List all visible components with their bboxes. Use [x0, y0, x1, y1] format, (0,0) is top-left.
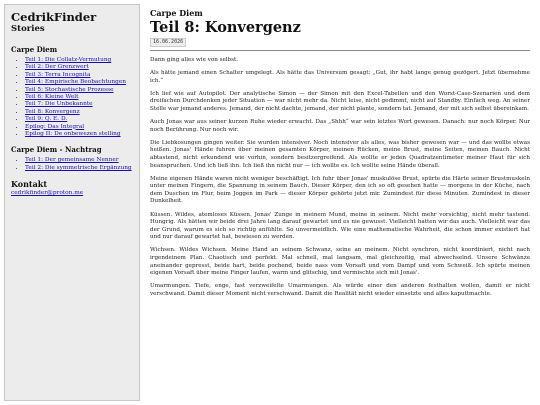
chapter-item [25, 87, 133, 94]
title-divider [150, 50, 530, 51]
chapter-item [25, 101, 133, 108]
chapter-link-nachtrag-1[interactable]: Teil 1: Der gemeinsame Nenner [25, 157, 119, 164]
chapter-list-nachtrag [11, 157, 133, 172]
chapter-link-teil-2[interactable]: Teil 2: Der Grenzwert [25, 64, 89, 71]
chapter-item [25, 94, 133, 101]
chapter-item [25, 165, 133, 172]
chapter-item [25, 57, 133, 64]
publish-date: 16.06.2026 [150, 38, 186, 47]
chapter-item [25, 72, 133, 79]
paragraph: Meine eigenen Hände waren nicht weniger beschäftigt. Ich fuhr über Jonas' muskulöse Brust, spürte die Härte seiner Brustmuskeln unter meinen Fingern, die Spannung in seinem Bauch. Dieser Körper, den ich so oft gesehen hatte — morgens in der Küche, nach dem Duschen im Flur, beim Joggen im Park — dieser Körper gehörte jetzt mir. Zumindest für diese Minuten. Zumindest in dieser Dunkelheit. [150, 175, 530, 205]
chapter-item [25, 109, 133, 116]
chapter-item [25, 64, 133, 71]
paragraph: Umarmungen. Tiefe, enge, fast verzweifelte Umarmungen. Als würde einer den anderen festhalten wollen, damit er nicht verschwand. Damit dieser Moment nicht verschwand. Damit die Realität nicht wieder einsetzte und alles kaputtmachte. [150, 283, 530, 297]
chapter-link-teil-6[interactable]: Teil 6: Kleine Welt [25, 94, 79, 101]
chapter-item [25, 157, 133, 164]
chapter-item [25, 131, 133, 138]
chapter-item [25, 124, 133, 131]
paragraph: Als hätte jemand einen Schalter umgelegt. Als hätte das Universum gesagt: „Gut, ihr habt lange genug gezögert. Jetzt übernehme ich.“ [150, 70, 530, 84]
series-title: Carpe Diem [150, 8, 203, 18]
chapter-item [25, 79, 133, 86]
chapter-link-teil-8[interactable]: Teil 8: Konvergenz [25, 108, 80, 115]
chapter-link-teil-3[interactable]: Teil 3: Terra Incognita [25, 71, 91, 78]
chapter-link-teil-4[interactable]: Teil 4: Empirische Beobachtungen [25, 79, 127, 86]
section-title-carpe-diem: Carpe Diem [11, 45, 58, 54]
sidebar [4, 4, 140, 401]
chapter-link-teil-7[interactable]: Teil 7: Die Unbekannte [25, 101, 93, 108]
paragraph: Ich lief wie auf Autopilot. Der analytische Simon — der Simon mit den Excel-Tabellen und den Worst-Case-Szenarien und dem dreifachen Durchdenken jeder Situation — war nicht mehr da. Nicht leise, nicht gedimmt, nicht auf Standby. Einfach weg. An seiner Stelle war jemand anderes. Jemand, der nicht dachte, jemand, der nicht plante, sondern tat. Jemand, der mit sich selbst übereinkam. [150, 90, 530, 112]
chapter-link-epilog[interactable]: Epilog: Das Integral [25, 123, 85, 130]
contact-email-link[interactable]: cedrikfinder@proton.me [11, 190, 84, 197]
chapter-title: Teil 8: Konvergenz [150, 19, 301, 36]
site-title[interactable]: CedrikFinder [11, 10, 97, 24]
paragraph: Küssen. Wildes, atemloses Küssen. Jonas' Zunge in meinem Mund, meine in seinem. Nicht mehr vorsichtig, nicht mehr tastend. Hungrig. Als hätten wir beide drei Jahre lang darauf gewartet und es nie gewusst. Vielleicht hatten wir das auch. Vielleicht war das der Grund, warum es sich so richtig anfühlte. So unvermeidlich. Wie eine mathematische Wahrheit, die schon immer existiert hat und nur darauf gewartet hat, bewiesen zu werden. [150, 211, 530, 241]
chapter-content [150, 8, 530, 405]
paragraph: Wichsen. Wildes Wichsen. Meine Hand an seinem Schwanz, seine an meinem. Nicht synchron, nicht koordiniert, nicht nach irgendeinem Plan. Chaotisch und perfekt. Mal schnell, mal langsam, mal gleichzeitig, mal abwechselnd. Unsere Schwänze aneinander gepresst, beide hart, beide pochend, beide nass vom Vorsaft und vom Dampf und vom Schweiß. Ich spürte meinen eigenen Vorsaft über meine Finger laufen, warm und glitschig, und vermischte sich mit Jonas'. [150, 247, 530, 277]
chapter-link-teil-1[interactable]: Teil 1: Die Collatz-Vermutung [25, 57, 112, 63]
site-subtitle: Stories [11, 24, 45, 34]
chapter-link-nachtrag-2[interactable]: Teil 2: Die symmetrische Ergänzung [25, 164, 132, 171]
contact-title: Kontakt [11, 179, 48, 190]
paragraph: Auch Jonas war aus seiner kurzen Ruhe wieder erwacht. Das „Shhh“ war sein letztes Wort gewesen. Danach: nur noch Körper. Nur noch Berührung. Nur noch wir. [150, 119, 530, 133]
paragraph: Dann ging alles wie von selbst. [150, 57, 239, 63]
chapter-body [150, 57, 530, 298]
chapter-link-epilog-2[interactable]: Epilog II: De onbewezen stelling [25, 131, 121, 138]
chapter-list-carpe-diem [11, 57, 133, 138]
section-title-nachtrag: Carpe Diem - Nachtrag [11, 145, 102, 155]
paragraph: Die Liebkosungen gingen weiter. Sie wurden intensiver. Noch intensiver als alles, was bisher gewesen war — und das wollte etwas heißen. Jonas' Hände fuhren über meinen gesamten Körper, meinen Rücken, meine Brust, meine Seiten, meinen Bauch. Nicht abtastend, nicht erkundend wie vorhin, sondern besitzergreifend. Als wollte er jeden Quadratzentimeter meiner Haut für sich beanspruchen. Und ich ließ ihn. Ich ließ ihn nicht nur — ich wollte es. Ich wollte seine Hände überall. [150, 139, 530, 169]
chapter-link-teil-9[interactable]: Teil 9: Q. E. D. [25, 116, 68, 123]
chapter-item [25, 116, 133, 123]
meta-row [150, 38, 530, 47]
chapter-link-teil-5[interactable]: Teil 5: Stochastische Prozesse [25, 86, 114, 93]
